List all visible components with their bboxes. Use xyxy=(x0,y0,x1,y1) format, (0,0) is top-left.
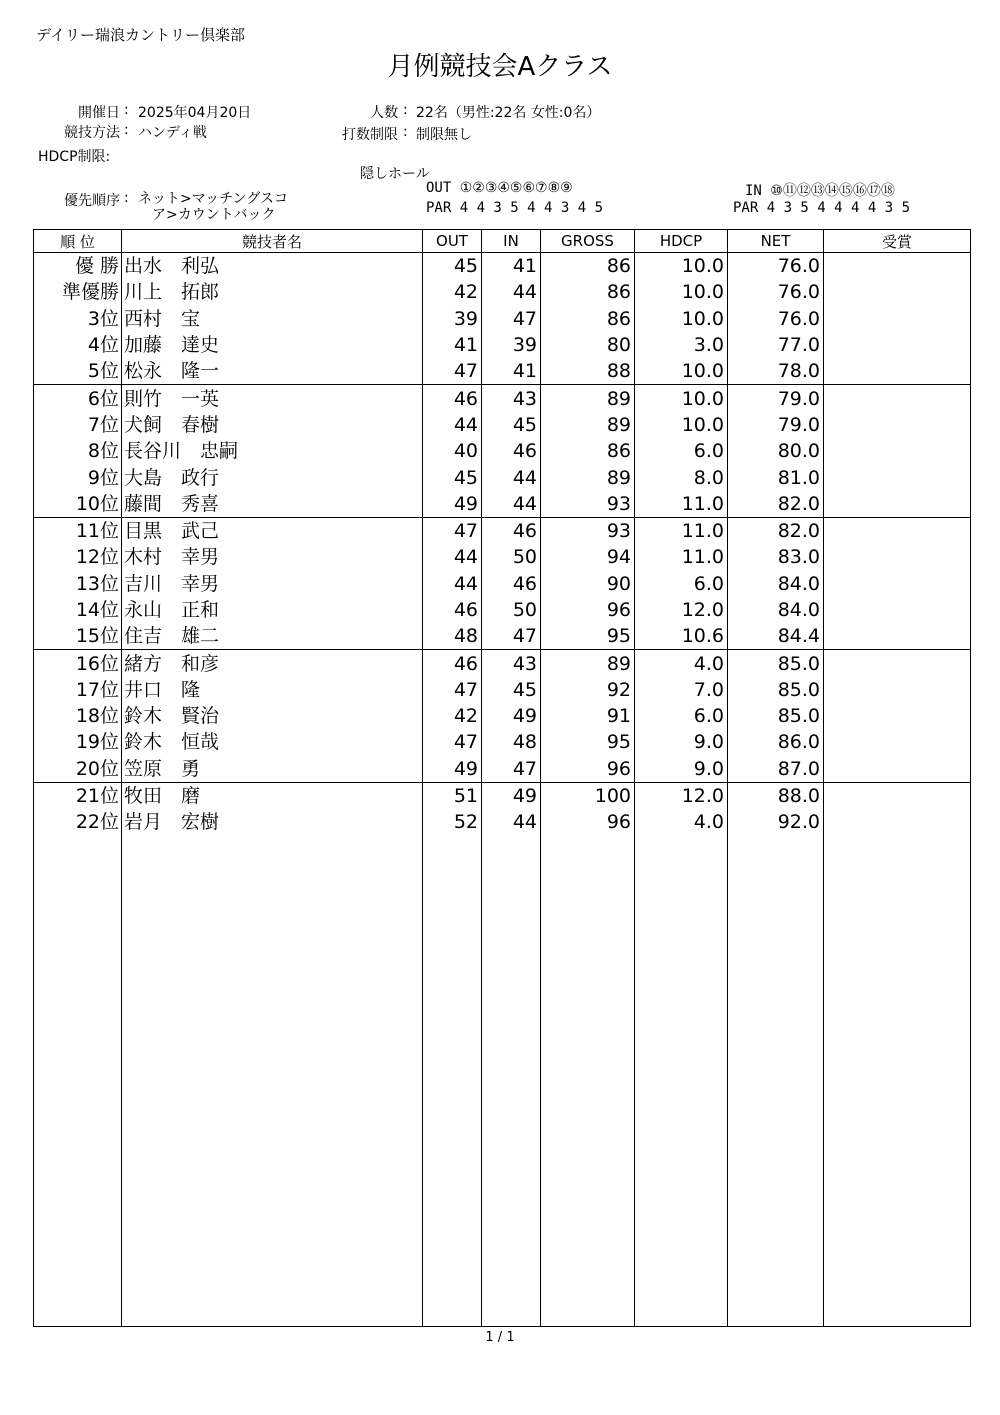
cell-name: 則竹 一英 xyxy=(122,385,423,412)
cell-award xyxy=(824,703,971,729)
empty-cell xyxy=(423,836,482,1327)
table-row xyxy=(34,623,971,650)
cell-rank: 17位 xyxy=(34,677,122,703)
table-row xyxy=(34,385,971,412)
cell-in: 43 xyxy=(482,385,541,412)
cell-in: 49 xyxy=(482,782,541,809)
cell-rank: 14位 xyxy=(34,597,122,623)
cell-award xyxy=(824,491,971,518)
cell-out: 39 xyxy=(423,306,482,332)
cell-out: 45 xyxy=(423,253,482,280)
cell-name: 藤間 秀喜 xyxy=(122,491,423,518)
in-holes: IN ⑩⑪⑫⑬⑭⑮⑯⑰⑱ xyxy=(745,183,895,199)
cell-out: 45 xyxy=(423,464,482,490)
col-rank: 順 位 xyxy=(34,230,122,253)
cell-hdcp: 11.0 xyxy=(635,544,728,570)
table-row xyxy=(34,438,971,464)
cell-gross: 80 xyxy=(541,332,635,358)
cell-award xyxy=(824,597,971,623)
cell-net: 79.0 xyxy=(728,412,824,438)
cell-out: 41 xyxy=(423,332,482,358)
people-value: 22名（男性:22名 女性:0名） xyxy=(416,105,601,121)
cell-net: 76.0 xyxy=(728,279,824,305)
cell-gross: 95 xyxy=(541,729,635,755)
date-label: 開催日 xyxy=(78,105,120,121)
cell-rank: 優 勝 xyxy=(34,253,122,280)
cell-gross: 89 xyxy=(541,650,635,677)
empty-cell xyxy=(824,836,971,1327)
cell-net: 83.0 xyxy=(728,544,824,570)
cell-net: 84.4 xyxy=(728,623,824,650)
cell-net: 87.0 xyxy=(728,756,824,783)
table-row xyxy=(34,332,971,358)
cell-net: 79.0 xyxy=(728,385,824,412)
cell-name: 目黒 武己 xyxy=(122,517,423,544)
cell-gross: 90 xyxy=(541,571,635,597)
col-hdcp: HDCP xyxy=(635,230,728,253)
method-label: 競技方法 xyxy=(64,125,120,141)
table-row xyxy=(34,571,971,597)
table-row xyxy=(34,544,971,570)
strokes-value: 制限無し xyxy=(416,127,472,143)
cell-net: 81.0 xyxy=(728,464,824,490)
colon: : xyxy=(403,102,408,118)
cell-award xyxy=(824,809,971,835)
cell-gross: 95 xyxy=(541,623,635,650)
cell-hdcp: 6.0 xyxy=(635,571,728,597)
cell-in: 50 xyxy=(482,597,541,623)
cell-hdcp: 7.0 xyxy=(635,677,728,703)
cell-award xyxy=(824,332,971,358)
cell-name: 大島 政行 xyxy=(122,464,423,490)
cell-award xyxy=(824,253,971,280)
club-name: デイリー瑞浪カントリー倶楽部 xyxy=(36,26,245,44)
cell-name: 井口 隆 xyxy=(122,677,423,703)
cell-rank: 12位 xyxy=(34,544,122,570)
empty-cell xyxy=(482,836,541,1327)
cell-gross: 91 xyxy=(541,703,635,729)
cell-name: 犬飼 春樹 xyxy=(122,412,423,438)
cell-in: 45 xyxy=(482,677,541,703)
cell-award xyxy=(824,650,971,677)
cell-net: 82.0 xyxy=(728,491,824,518)
cell-in: 46 xyxy=(482,571,541,597)
cell-out: 44 xyxy=(423,544,482,570)
cell-in: 41 xyxy=(482,358,541,385)
cell-out: 44 xyxy=(423,412,482,438)
col-net: NET xyxy=(728,230,824,253)
colon: : xyxy=(124,102,129,118)
cell-in: 44 xyxy=(482,809,541,835)
cell-net: 88.0 xyxy=(728,782,824,809)
table-row xyxy=(34,279,971,305)
cell-hdcp: 10.0 xyxy=(635,306,728,332)
cell-rank: 15位 xyxy=(34,623,122,650)
cell-in: 39 xyxy=(482,332,541,358)
empty-cell xyxy=(122,836,423,1327)
cell-out: 49 xyxy=(423,756,482,783)
cell-hdcp: 10.0 xyxy=(635,253,728,280)
cell-award xyxy=(824,782,971,809)
cell-hdcp: 10.0 xyxy=(635,385,728,412)
colon: : xyxy=(403,124,408,140)
cell-out: 47 xyxy=(423,677,482,703)
table-header-row xyxy=(34,230,971,253)
cell-award xyxy=(824,517,971,544)
table-row xyxy=(34,729,971,755)
cell-hdcp: 12.0 xyxy=(635,782,728,809)
cell-hdcp: 11.0 xyxy=(635,491,728,518)
cell-name: 木村 幸男 xyxy=(122,544,423,570)
cell-name: 長谷川 忠嗣 xyxy=(122,438,423,464)
cell-award xyxy=(824,438,971,464)
cell-rank: 準優勝 xyxy=(34,279,122,305)
cell-out: 51 xyxy=(423,782,482,809)
cell-award xyxy=(824,279,971,305)
cell-net: 86.0 xyxy=(728,729,824,755)
out-holes: OUT ①②③④⑤⑥⑦⑧⑨ xyxy=(426,180,573,196)
empty-cell xyxy=(34,836,122,1327)
cell-rank: 20位 xyxy=(34,756,122,783)
cell-out: 46 xyxy=(423,385,482,412)
cell-hdcp: 9.0 xyxy=(635,729,728,755)
priority-line1: ネット>マッチングスコ xyxy=(138,191,289,207)
cell-rank: 16位 xyxy=(34,650,122,677)
cell-net: 85.0 xyxy=(728,650,824,677)
cell-name: 牧田 磨 xyxy=(122,782,423,809)
cell-name: 永山 正和 xyxy=(122,597,423,623)
cell-net: 80.0 xyxy=(728,438,824,464)
cell-net: 92.0 xyxy=(728,809,824,835)
col-award: 受賞 xyxy=(824,230,971,253)
cell-in: 46 xyxy=(482,517,541,544)
cell-out: 52 xyxy=(423,809,482,835)
cell-out: 49 xyxy=(423,491,482,518)
cell-in: 46 xyxy=(482,438,541,464)
results-body xyxy=(34,253,971,1327)
cell-hdcp: 10.0 xyxy=(635,412,728,438)
cell-award xyxy=(824,677,971,703)
cell-out: 47 xyxy=(423,358,482,385)
cell-rank: 10位 xyxy=(34,491,122,518)
cell-hdcp: 4.0 xyxy=(635,650,728,677)
cell-name: 鈴木 恒哉 xyxy=(122,729,423,755)
cell-out: 42 xyxy=(423,279,482,305)
cell-rank: 11位 xyxy=(34,517,122,544)
cell-in: 44 xyxy=(482,279,541,305)
cell-hdcp: 6.0 xyxy=(635,703,728,729)
cell-rank: 13位 xyxy=(34,571,122,597)
priority-label: 優先順序 xyxy=(64,193,120,209)
cell-in: 49 xyxy=(482,703,541,729)
table-row xyxy=(34,306,971,332)
date-value: 2025年04月20日 xyxy=(138,105,252,121)
cell-in: 47 xyxy=(482,756,541,783)
cell-award xyxy=(824,756,971,783)
table-row xyxy=(34,412,971,438)
cell-rank: 8位 xyxy=(34,438,122,464)
cell-rank: 18位 xyxy=(34,703,122,729)
colon: : xyxy=(124,190,129,206)
cell-out: 47 xyxy=(423,729,482,755)
cell-award xyxy=(824,623,971,650)
cell-gross: 86 xyxy=(541,438,635,464)
cell-gross: 88 xyxy=(541,358,635,385)
cell-hdcp: 11.0 xyxy=(635,517,728,544)
cell-net: 85.0 xyxy=(728,677,824,703)
cell-name: 出水 利弘 xyxy=(122,253,423,280)
results-table xyxy=(33,229,971,1327)
cell-gross: 86 xyxy=(541,253,635,280)
hidden-hole-label: 隠しホール xyxy=(360,166,430,182)
hdcp-limit-label: HDCP制限: xyxy=(38,149,111,165)
empty-cell xyxy=(728,836,824,1327)
cell-in: 48 xyxy=(482,729,541,755)
strokes-label: 打数制限 xyxy=(342,127,398,143)
cell-net: 76.0 xyxy=(728,253,824,280)
cell-name: 吉川 幸男 xyxy=(122,571,423,597)
table-row xyxy=(34,464,971,490)
cell-rank: 5位 xyxy=(34,358,122,385)
cell-net: 85.0 xyxy=(728,703,824,729)
cell-rank: 19位 xyxy=(34,729,122,755)
empty-cell xyxy=(635,836,728,1327)
cell-gross: 100 xyxy=(541,782,635,809)
cell-name: 住吉 雄二 xyxy=(122,623,423,650)
cell-gross: 96 xyxy=(541,809,635,835)
cell-name: 川上 拓郎 xyxy=(122,279,423,305)
cell-name: 西村 宝 xyxy=(122,306,423,332)
table-row xyxy=(34,358,971,385)
table-row xyxy=(34,491,971,518)
cell-hdcp: 9.0 xyxy=(635,756,728,783)
cell-out: 47 xyxy=(423,517,482,544)
cell-out: 44 xyxy=(423,571,482,597)
cell-out: 48 xyxy=(423,623,482,650)
cell-hdcp: 10.0 xyxy=(635,279,728,305)
cell-rank: 3位 xyxy=(34,306,122,332)
cell-hdcp: 10.0 xyxy=(635,358,728,385)
cell-hdcp: 4.0 xyxy=(635,809,728,835)
cell-award xyxy=(824,571,971,597)
cell-hdcp: 12.0 xyxy=(635,597,728,623)
table-row xyxy=(34,756,971,783)
empty-cell xyxy=(541,836,635,1327)
cell-award xyxy=(824,464,971,490)
cell-net: 84.0 xyxy=(728,597,824,623)
cell-award xyxy=(824,412,971,438)
cell-net: 77.0 xyxy=(728,332,824,358)
cell-rank: 4位 xyxy=(34,332,122,358)
priority-line2: ア>カウントバック xyxy=(152,207,276,223)
cell-hdcp: 3.0 xyxy=(635,332,728,358)
cell-name: 緒方 和彦 xyxy=(122,650,423,677)
cell-gross: 96 xyxy=(541,756,635,783)
table-row xyxy=(34,597,971,623)
table-row xyxy=(34,253,971,280)
cell-gross: 86 xyxy=(541,306,635,332)
cell-in: 41 xyxy=(482,253,541,280)
col-gross: GROSS xyxy=(541,230,635,253)
cell-award xyxy=(824,544,971,570)
page-number: 1 / 1 xyxy=(485,1330,515,1345)
cell-net: 78.0 xyxy=(728,358,824,385)
cell-name: 松永 隆一 xyxy=(122,358,423,385)
cell-out: 46 xyxy=(423,650,482,677)
cell-hdcp: 8.0 xyxy=(635,464,728,490)
cell-rank: 9位 xyxy=(34,464,122,490)
table-row xyxy=(34,782,971,809)
cell-in: 43 xyxy=(482,650,541,677)
cell-rank: 7位 xyxy=(34,412,122,438)
cell-gross: 96 xyxy=(541,597,635,623)
cell-gross: 89 xyxy=(541,464,635,490)
cell-name: 笠原 勇 xyxy=(122,756,423,783)
col-out: OUT xyxy=(423,230,482,253)
cell-gross: 89 xyxy=(541,385,635,412)
cell-award xyxy=(824,358,971,385)
colon: : xyxy=(124,122,129,138)
cell-in: 47 xyxy=(482,306,541,332)
cell-out: 42 xyxy=(423,703,482,729)
cell-award xyxy=(824,306,971,332)
cell-out: 46 xyxy=(423,597,482,623)
cell-name: 加藤 達史 xyxy=(122,332,423,358)
page-title: 月例競技会Aクラス xyxy=(387,52,613,82)
method-value: ハンディ戦 xyxy=(138,125,207,141)
col-name: 競技者名 xyxy=(122,230,423,253)
people-label: 人数 xyxy=(370,105,398,121)
cell-out: 40 xyxy=(423,438,482,464)
cell-in: 44 xyxy=(482,491,541,518)
cell-rank: 6位 xyxy=(34,385,122,412)
table-row xyxy=(34,517,971,544)
cell-rank: 22位 xyxy=(34,809,122,835)
cell-rank: 21位 xyxy=(34,782,122,809)
cell-net: 84.0 xyxy=(728,571,824,597)
cell-in: 44 xyxy=(482,464,541,490)
cell-gross: 93 xyxy=(541,517,635,544)
cell-name: 岩月 宏樹 xyxy=(122,809,423,835)
cell-hdcp: 10.6 xyxy=(635,623,728,650)
cell-in: 50 xyxy=(482,544,541,570)
table-row xyxy=(34,650,971,677)
cell-gross: 93 xyxy=(541,491,635,518)
cell-gross: 94 xyxy=(541,544,635,570)
cell-in: 45 xyxy=(482,412,541,438)
cell-gross: 92 xyxy=(541,677,635,703)
cell-name: 鈴木 賢治 xyxy=(122,703,423,729)
out-par: PAR 4 4 3 5 4 4 3 4 5 xyxy=(426,200,604,216)
cell-award xyxy=(824,385,971,412)
cell-gross: 86 xyxy=(541,279,635,305)
col-in: IN xyxy=(482,230,541,253)
cell-net: 76.0 xyxy=(728,306,824,332)
cell-net: 82.0 xyxy=(728,517,824,544)
in-par: PAR 4 3 5 4 4 4 4 3 5 xyxy=(733,200,911,216)
cell-gross: 89 xyxy=(541,412,635,438)
table-row xyxy=(34,677,971,703)
cell-hdcp: 6.0 xyxy=(635,438,728,464)
table-row xyxy=(34,809,971,835)
cell-in: 47 xyxy=(482,623,541,650)
empty-rows xyxy=(34,836,971,1327)
table-row xyxy=(34,703,971,729)
cell-award xyxy=(824,729,971,755)
